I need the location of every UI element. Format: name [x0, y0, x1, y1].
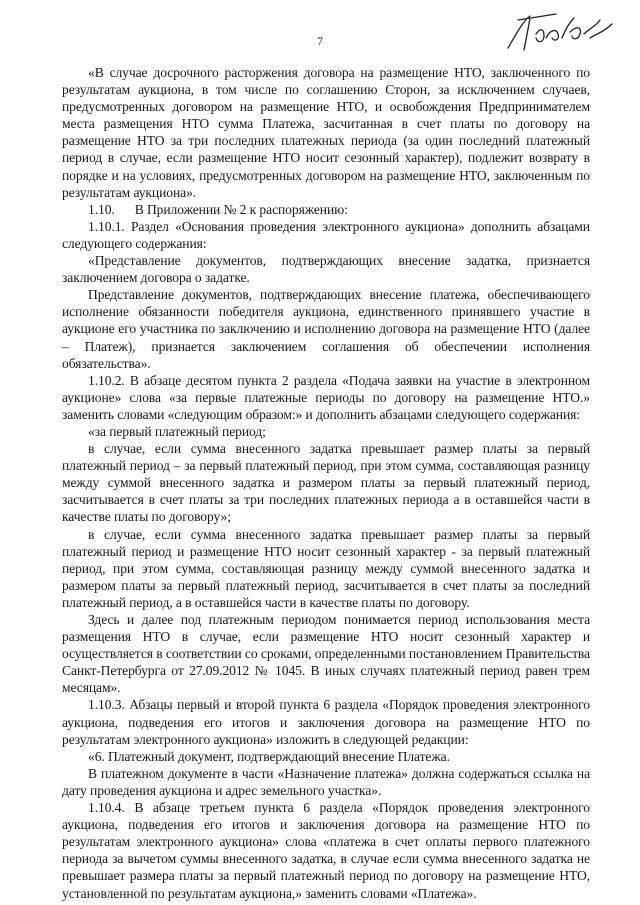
- paragraph: 1.10.4. В абзаце третьем пункта 6 раздела «Порядок проведения электронного аукциона, подведения его итогов и заключения договора на размещение НТО по результатам электронного аукциона» слова «платежа в счет оплаты первого платежного периода за вычетом суммы внесенного задатка, в случае если сумма внесенного задатка не превышает размера платы за первый платежный период по договору на размещение НТО, установленной по результатам аукциона,» заменить словами «Платежа».: [62, 800, 590, 901]
- paragraph: [62, 201, 590, 218]
- page-number: 7: [317, 34, 323, 48]
- paragraph: «Представление документов, подтверждающих внесение задатка, признается заключением договора о задатке.: [62, 253, 590, 286]
- section-text: В Приложении № 2 к распоряжению:: [134, 201, 348, 217]
- section-label: 1.10.: [88, 201, 115, 217]
- paragraph: «В случае досрочного расторжения договора на размещение НТО, заключенного по результатам аукциона, в том числе по соглашению Сторон, за исключением случаев, предусмотренных договором на размещение НТО, и освобождения Предпринимателем места размещения НТО сумма Платежа, засчитанная в счет платы по договору на размещение НТО за три последних платежных периода (за один последний платежный период в случае, если размещение НТО носит сезонный характер), подлежит возврату в порядке и на условиях, предусмотренных договором на размещение НТО, заключенным по результатам аукциона».: [62, 65, 590, 200]
- signature-image: [500, 8, 620, 56]
- paragraph: 1.10.2. В абзаце десятом пункта 2 раздела «Подача заявки на участие в электронном аукционе» слова «за первые платежные периоды по договору на размещение НТО.» заменить словами «следующим образом:» и дополнить абзацами следующего содержания:: [62, 372, 590, 422]
- paragraph: Здесь и далее под платежным периодом понимается период использования места размещения НТО в случае, если размещение НТО носит сезонный характер и осуществляется в соответствии со сроками, определенными постановлением Правительства Санкт-Петербурга от 27.09.2012 № 1045. В иных случаях платежный период равен трем месяцам».: [62, 612, 590, 696]
- paragraph: в случае, если сумма внесенного задатка превышает размер платы за первый платежный период и размещение НТО носит сезонный характер - за первый платежный период, при этом сумма, составляющая разницу между суммой внесенного задатка и размером платы за первый платежный период, засчитывается в счет платы за последний платежный период, а в оставшейся части в качестве платы по договору.: [62, 526, 590, 610]
- document-body: [62, 64, 590, 902]
- paragraph: в случае, если сумма внесенного задатка превышает размер платы за первый платежный период – за первый платежный период, при этом сумма, составляющая разницу между суммой внесенного задатка и размером платы за первый платежный период, засчитывается в счет платы за три последних платежных периода а в оставшейся части в качестве платы по договору»;: [62, 441, 590, 525]
- paragraph: В платежном документе в части «Назначение платежа» должна содержаться ссылка на дату проведения аукциона и адрес земельного участка».: [62, 765, 590, 798]
- paragraph: Представление документов, подтверждающих внесение платежа, обеспечивающего исполнение обязанности победителя аукциона, единственного принявшего участие в аукционе его участника по заключению и исполнению договора на размещение НТО (далее – Платеж), признается заключением соглашения об обеспечении исполнения обязательства».: [62, 287, 590, 371]
- paragraph: «за первый платежный период;: [88, 423, 266, 439]
- paragraph: 1.10.1. Раздел «Основания проведения электронного аукциона» дополнить абзацами следующего содержания:: [62, 218, 590, 251]
- paragraph: 1.10.3. Абзацы первый и второй пункта 6 раздела «Порядок проведения электронного аукциона, подведения его итогов и заключения договора на размещение НТО по результатам электронного аукциона» изложить в следующей редакции:: [62, 697, 590, 747]
- paragraph: «6. Платежный документ, подтверждающий внесение Платежа.: [88, 748, 450, 764]
